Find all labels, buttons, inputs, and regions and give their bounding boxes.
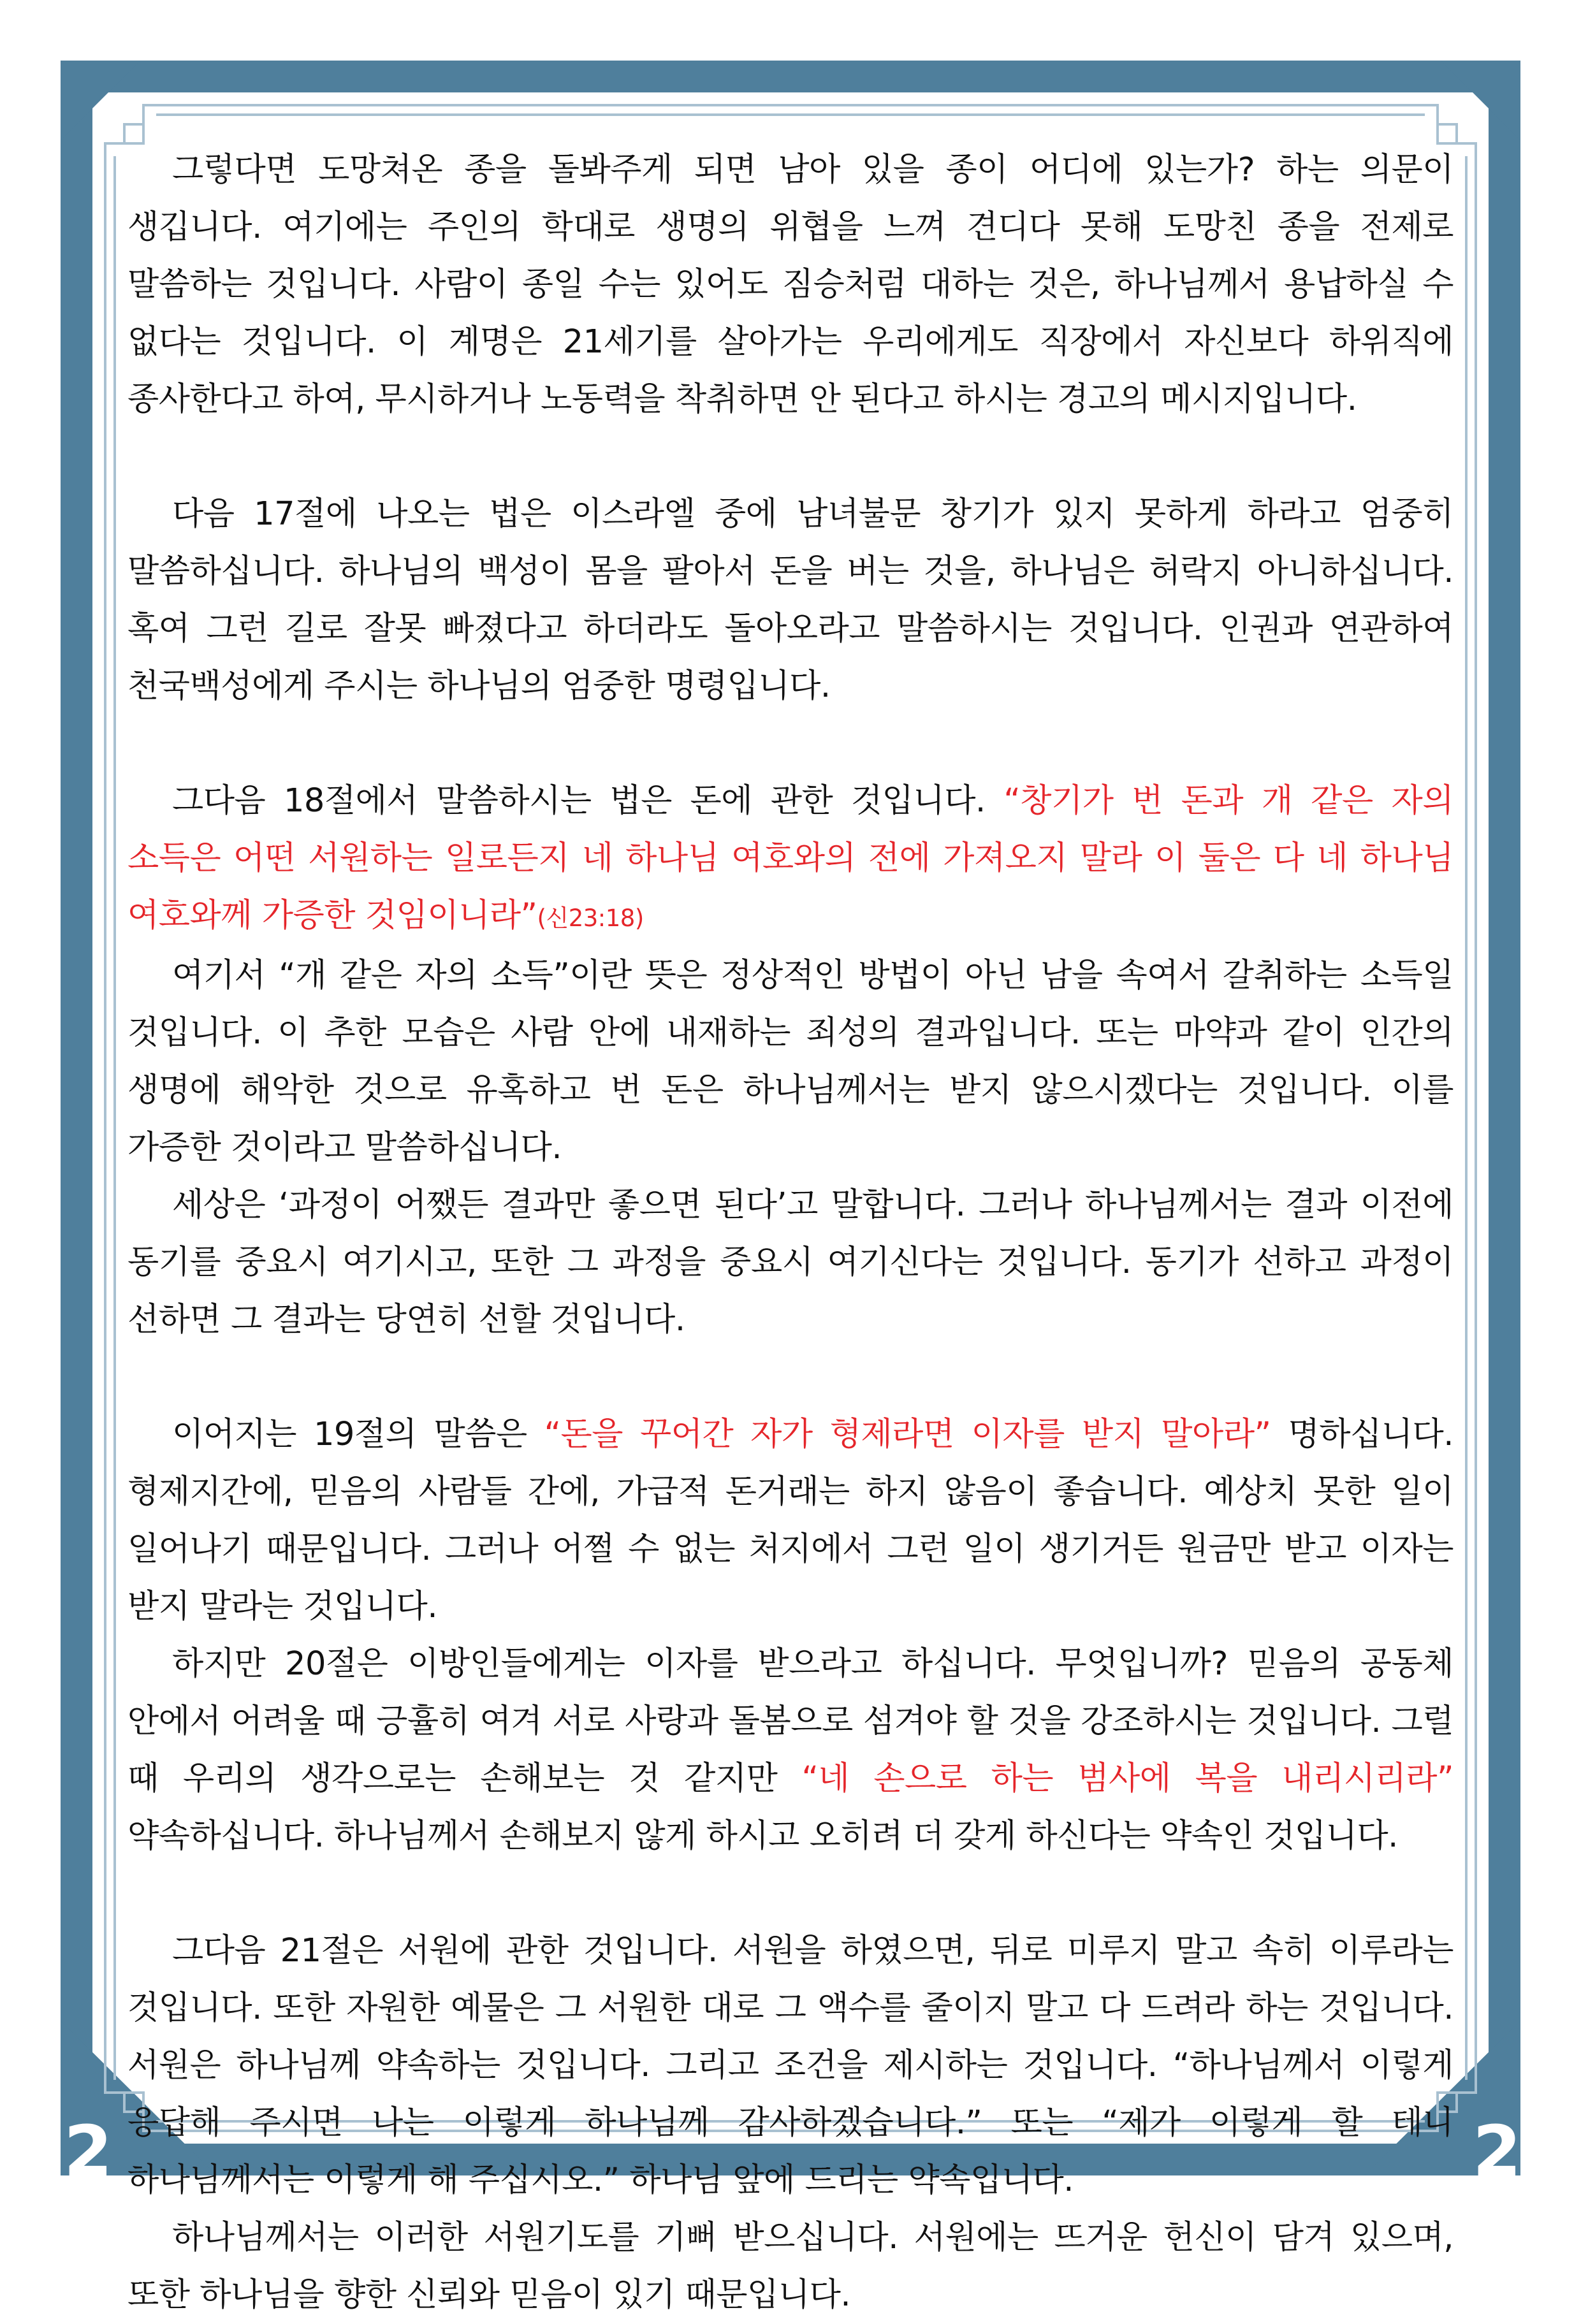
body-text [127,142,1454,2324]
scripture-quote: “돈을 꾸어간 자가 형제라면 이자를 받지 말아라” [544,1416,1271,1453]
paragraph-text: 하지만 20절은 이방인들에게는 이자를 받으라고 하십니다. 무엇입니까? 믿음의 공동체 안에서 어려울 때 긍휼히 여겨 서로 사랑과 돌봄으로 섬겨야 할 것을 강조하시는 것입니다. 그럴 때 우리의 생각으로는 손해보는 것 같지만 [127,1645,1454,1797]
paragraph [127,1177,1454,1349]
paragraph-text: 하나님께서는 이러한 서원기도를 기뻐 받으십니다. 서원에는 뜨거운 헌신이 담겨 있으며, 또한 하나님을 향한 신뢰와 믿음이 있기 때문입니다. [127,2219,1454,2314]
paragraph-text: 그다음 18절에서 말씀하시는 법은 돈에 관한 것입니다. [172,782,1004,820]
paragraph-text: 약속하십니다. 하나님께서 손해보지 않게 하시고 오히려 더 갖게 하신다는 약속인 것입니다. [127,1817,1398,1855]
paragraph [127,2209,1454,2324]
paragraph-text: 그다음 21절은 서원에 관한 것입니다. 서원을 하였으면, 뒤로 미루지 말고 속히 이루라는 것입니다. 또한 자원한 예물은 그 서원한 대로 그 액수를 줄이지 말고 다 드려라 하는 것입니다. 서원은 하나님께 약속하는 것입니다. 그리고 조건을 제시하는 것입니다. “하나님께서 이렇게 응답해 주시면 나는 이렇게 하나님께 감사하겠습니다.” 또는 “제가 이렇게 할 테니 하나님께서는 이렇게 해 주십시오.” 하나님 앞에 드리는 약속입니다. [127,1932,1454,2199]
paragraph [127,1406,1454,1636]
scripture-quote: “창기가 번 돈과 개 같은 자의 소득은 어떤 서원하는 일로든지 네 하나님 여호와의 전에 가져오지 말라 이 둘은 다 네 하나님 여호와께 가증한 것임이니라” [127,782,1454,934]
paragraph [127,947,1454,1177]
frame-corner-top-right [1441,61,1520,140]
paragraph [127,1922,1454,2209]
frame-corner-top-left [61,61,140,140]
paragraph [127,1636,1454,1865]
scripture-reference: (신23:18) [537,904,644,932]
paragraph-text: 명하십니다. 형제지간에, 믿음의 사람들 간에, 가급적 돈거래는 하지 않음이 좋습니다. 예상치 못한 일이 일어나기 때문입니다. 그러나 어쩔 수 없는 처지에서 그런 일이 생기거든 원금만 받고 이자는 받지 말라는 것입니다. [127,1416,1454,1625]
page-number-left: 2 [64,2110,113,2192]
paragraph-text: 여기서 “개 같은 자의 소득”이란 뜻은 정상적인 방법이 아닌 남을 속여서 갈취하는 소득일 것입니다. 이 추한 모습은 사람 안에 내재하는 죄성의 결과입니다. 또는 마약과 같이 인간의 생명에 해악한 것으로 유혹하고 번 돈은 하나님께서는 받지 않으시겠다는 것입니다. 이를 가증한 것이라고 말씀하십니다. [127,957,1454,1166]
paragraph-text: 세상은 ‘과정이 어쨌든 결과만 좋으면 된다’고 말합니다. 그러나 하나님께서는 결과 이전에 동기를 중요시 여기시고, 또한 그 과정을 중요시 여기신다는 것입니다. 동기가 선하고 과정이 선하면 그 결과는 당연히 선할 것입니다. [127,1186,1454,1339]
paragraph-text: 이어지는 19절의 말씀은 [172,1416,544,1453]
paragraph-text: 그렇다면 도망쳐온 종을 돌봐주게 되면 남아 있을 종이 어디에 있는가? 하는 의문이 생깁니다. 여기에는 주인의 학대로 생명의 위협을 느껴 견디다 못해 도망친 종을 전제로 말씀하는 것입니다. 사람이 종일 수는 있어도 짐승처럼 대하는 것은, 하나님께서 용납하실 수 없다는 것입니다. 이 계명은 21세기를 살아가는 우리에게도 직장에서 자신보다 하위직에 종사한다고 하여, 무시하거나 노동력을 착취하면 안 된다고 하시는 경고의 메시지입니다. [127,151,1454,418]
paragraph-text: 다음 17절에 나오는 법은 이스라엘 중에 남녀불문 창기가 있지 못하게 하라고 엄중히 말씀하십니다. 하나님의 백성이 몸을 팔아서 돈을 버는 것을, 하나님은 허락지 아니하십니다. 혹여 그런 길로 잘못 빠졌다고 하더라도 돌아오라고 말씀하시는 것입니다. 인권과 연관하여 천국백성에게 주시는 하나님의 엄중한 명령입니다. [127,495,1454,705]
scripture-quote: “네 손으로 하는 범사에 복을 내리시리라” [801,1760,1454,1797]
paragraph [127,486,1454,715]
paragraph [127,142,1454,428]
paragraph [127,773,1454,947]
page-number-right: 2 [1473,2110,1522,2192]
